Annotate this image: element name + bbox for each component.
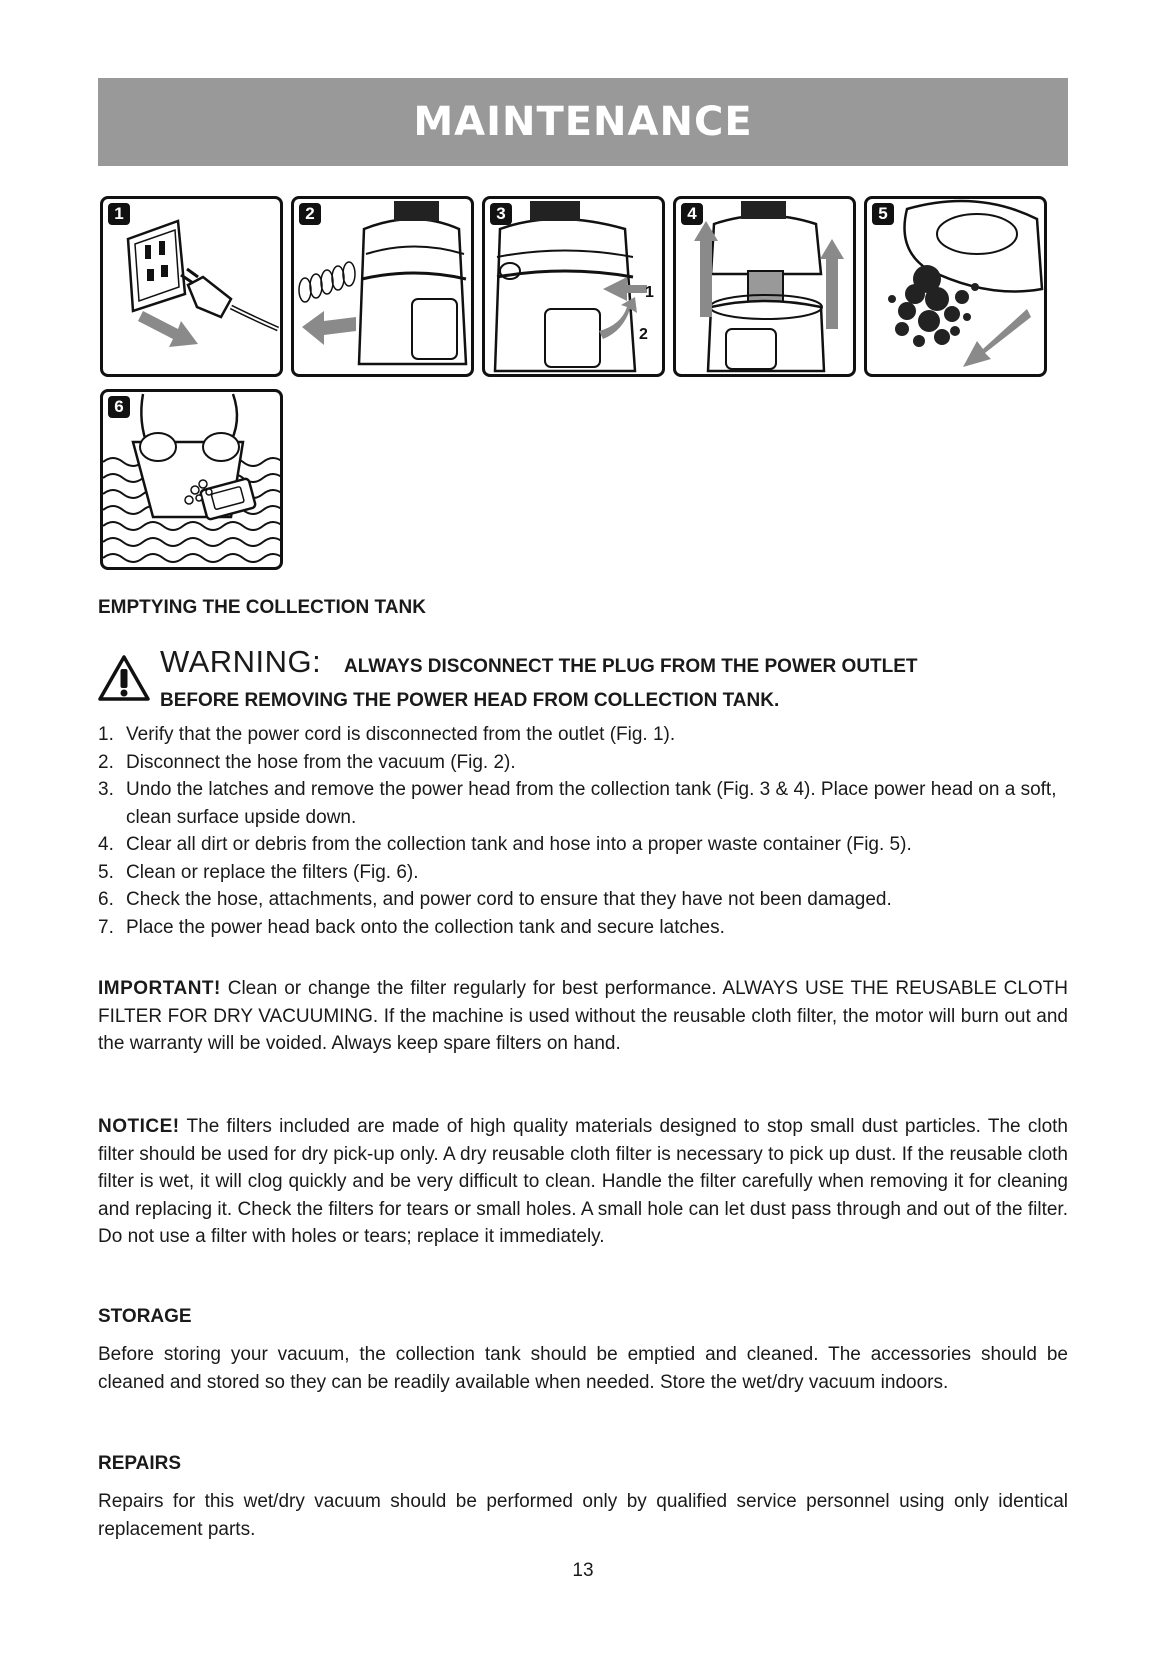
storage-heading: STORAGE: [98, 1306, 192, 1327]
disconnect-hose-icon: [294, 199, 471, 374]
figure-number: 3: [490, 203, 512, 225]
figure-number: 1: [108, 203, 130, 225]
important-label: IMPORTANT!: [98, 978, 221, 999]
title-banner: [98, 78, 1068, 166]
step-label-1: 1: [645, 284, 654, 301]
figure-5-empty: [864, 196, 1047, 377]
list-item: 7. Place the power head back onto the collection tank and secure latches.: [98, 916, 725, 938]
undo-latches-icon: [485, 199, 662, 374]
storage-paragraph: Before storing your vacuum, the collection tank should be emptied and cleaned. The accessories should be cleaned and stored so they can be readily available when needed. Store the wet/dry vacuum indoors.: [98, 1344, 1068, 1393]
lift-power-head-icon: [676, 199, 853, 374]
warning-triangle-icon: [98, 654, 150, 702]
warning-label: WARNING:: [160, 644, 322, 679]
page-number: 13: [572, 1560, 594, 1581]
empty-debris-icon: [867, 199, 1044, 374]
figure-4-lift: [673, 196, 856, 377]
figure-number: 4: [681, 203, 703, 225]
repairs-paragraph: Repairs for this wet/dry vacuum should be performed only by qualified service personnel using only identical replacement parts.: [98, 1491, 1068, 1540]
figure-1-unplug: [100, 196, 283, 377]
emptying-heading: EMPTYING THE COLLECTION TANK: [98, 597, 426, 618]
list-item: 3. Undo the latches and remove the power head from the collection tank (Fig. 3 & 4). Place power head on a soft, clean surface upside down.: [98, 779, 1057, 828]
notice-label: NOTICE!: [98, 1116, 180, 1137]
notice-paragraph: NOTICE! The filters included are made of high quality materials designed to stop small dust particles. The cloth filter should be used for dry pick-up only. A dry reusable cloth filter is necessary to pick up dust. If the reusable cloth filter is wet, it will clog quickly and be very difficult to clean. Handle the filter carefully when removing it for cleaning and replacing it. Check the filters for tears or small holes. A small hole can let dust pass through and out of the filter. Do not use a filter with holes or tears; replace it immediately.: [98, 1116, 1068, 1247]
figure-2-hose: [291, 196, 474, 377]
figure-3-latches: [482, 196, 665, 377]
emptying-steps-list: [98, 721, 1070, 941]
clean-filter-icon: [103, 392, 280, 567]
step-label-2: 2: [639, 326, 648, 343]
list-item: 1. Verify that the power cord is disconnected from the outlet (Fig. 1).: [98, 724, 676, 745]
figure-6-filter: [100, 389, 283, 570]
figure-number: 5: [872, 203, 894, 225]
warning-block: [98, 644, 1078, 712]
page-title: MAINTENANCE: [413, 99, 753, 145]
important-paragraph: IMPORTANT! Clean or change the filter regularly for best performance. ALWAYS USE THE REUSABLE CLOTH FILTER FOR DRY VACUUMING. If the machine is used without the reusable cloth filter, the motor will burn out and the warranty will be voided. Always keep spare filters on hand.: [98, 978, 1068, 1054]
warning-text-line-2: BEFORE REMOVING THE POWER HEAD FROM COLLECTION TANK.: [160, 690, 780, 711]
list-item: 5. Clean or replace the filters (Fig. 6).: [98, 861, 419, 883]
list-item: 4. Clear all dirt or debris from the collection tank and hose into a proper waste container (Fig. 5).: [98, 834, 912, 855]
list-item: 2. Disconnect the hose from the vacuum (Fig. 2).: [98, 751, 516, 773]
list-item: 6. Check the hose, attachments, and power cord to ensure that they have not been damaged.: [98, 889, 892, 910]
warning-text-line-1: ALWAYS DISCONNECT THE PLUG FROM THE POWER OUTLET: [344, 656, 918, 677]
figure-number: 6: [108, 396, 130, 418]
figure-number: 2: [299, 203, 321, 225]
repairs-heading: REPAIRS: [98, 1453, 182, 1474]
unplug-power-cord-icon: [103, 199, 280, 374]
